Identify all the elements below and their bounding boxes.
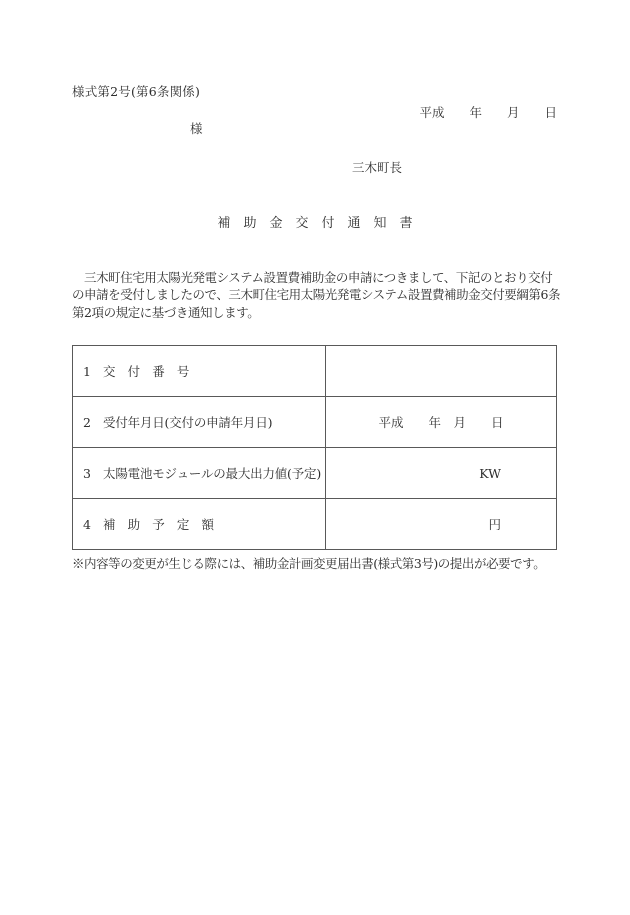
issue-date-line: 平成 年 月 日: [419, 105, 557, 120]
body-line: 三木町住宅用太陽光発電システム設置費補助金の申請につきまして、下記のとおり交付: [72, 270, 553, 285]
row-value-max-output-unit: KW: [326, 448, 557, 499]
body-line: の申請を受付しましたので、三木町住宅用太陽光発電システム設置費補助金交付要綱第6条: [72, 287, 561, 303]
document-title: 補 助 金 交 付 通 知 書: [217, 216, 413, 231]
row-label-max-output: 3 太陽電池モジュールの最大出力値(予定): [73, 448, 326, 499]
body-paragraph: [72, 269, 562, 321]
row-label-planned-subsidy-amount: 4 補 助 予 定 額: [73, 499, 326, 550]
notice-table: [72, 345, 557, 550]
table-row: [73, 397, 557, 448]
table-row: [73, 346, 557, 397]
row-label-grant-number: 1 交 付 番 号: [73, 346, 326, 397]
form-number-label: 様式第2号(第6条関係): [72, 84, 201, 99]
issuer-name: 三木町長: [352, 160, 403, 175]
row-value-reception-date: 平成 年 月 日: [326, 397, 557, 448]
row-label-reception-date: 2 受付年月日(交付の申請年月日): [73, 397, 326, 448]
footnote-change-notice: ※内容等の変更が生じる際には、補助金計画変更届出書(様式第3号)の提出が必要です。: [72, 556, 546, 571]
table-row: [73, 499, 557, 550]
body-line: 第2項の規定に基づき通知します。: [72, 304, 260, 320]
table-row: [73, 448, 557, 499]
row-value-planned-subsidy-unit: 円: [326, 499, 557, 550]
addressee-suffix: 様: [190, 121, 203, 136]
row-value-grant-number: [326, 346, 557, 397]
